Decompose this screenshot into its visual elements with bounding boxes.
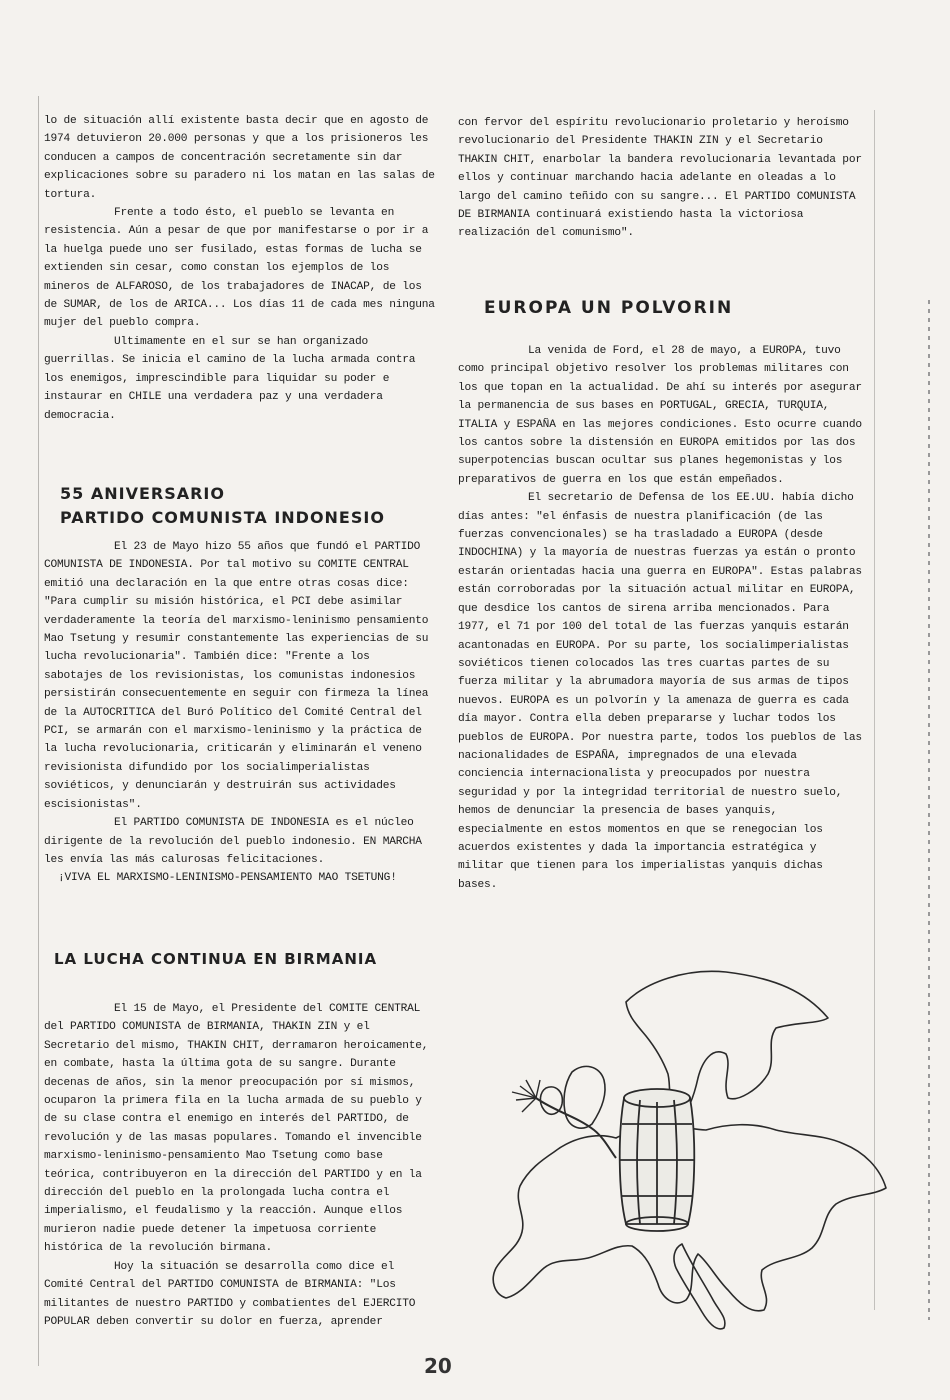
british-isles-outline: [564, 1066, 605, 1128]
chile-paragraph-1: lo de situación allí existente basta decir que en agosto de 1974 detuvieron 20.000 personas y que a los prisioneros les conducen a campos de concentración secretamente sin dar explicaciones sobre su paradero ni los matan en las salas de tortura.: [44, 115, 435, 201]
europa-paragraph-1: La venida de Ford, el 28 de mayo, a EUROPA, tuvo como principal objetivo resolver los problemas militares con los que topan en la actualidad. De ahí su interés por asegurar la permanencia de sus bases en PORTUGAL, GRECIA, TURQUIA, ITALIA y ESPAÑA en las mejores condiciones. Esto ocurre cuando los cantos sobre la distensión en EUROPA emitidos por las dos superpotencias buscan ocultar sus planes hegemonistas y los preparativos de guerra en los que están empeñados.: [458, 345, 862, 486]
europe-powder-keg-illustration: [476, 962, 896, 1342]
aniversario-heading: [60, 482, 385, 530]
indonesia-paragraph-1: El 23 de Mayo hizo 55 años que fundó el PARTIDO COMUNISTA DE INDONESIA. Por tal motivo su COMITE CENTRAL emitió una declaración en la que entre otras cosas dice: "Para cumplir su misión histórica, el PCI debe asimilar verdaderamente la teoría del marxismo-leninismo pensamiento Mao Tsetung y resumir constantemente las experiencias de su lucha revolucionaria". También dice: "Frente a los sabotajes de los revisionistas, los comunistas indonesios persistirán consecuentemente en seguir con firmeza la línea de la AUTOCRITICA del Buró Político del Comité Central del PCI, se armarán con el marxismo-leninismo y la práctica de la lucha revolucionaria, criticarán y eliminarán el veneno revisionista difundido por los socialimperialistas soviéticos, y denunciarán y destruirán sus actividades escisionistas".: [44, 541, 429, 811]
birmania-article: [44, 1000, 434, 1331]
aniversario-title-line-1: 55 ANIVERSARIO: [60, 484, 225, 503]
indonesia-slogan: ¡VIVA EL MARXISMO-LENINISMO-PENSAMIENTO MAO TSETUNG!: [58, 872, 397, 885]
birmania-continuation-paragraph: con fervor del espíritu revolucionario proletario y heroísmo revolucionario del Presidente THAKIN ZIN y el Secretario THAKIN CHIT, enarbolar la bandera revolucionaria levantada por ellos y continuar marchando hacia adelante en oleadas a lo largo del camino teñido con su sangre... El PARTIDO COMUNISTA DE BIRMANIA continuará existiendo hasta la victoriosa realización del comunismo".: [458, 117, 862, 240]
left-column-top: [44, 112, 436, 425]
europa-paragraph-2: El secretario de Defensa de los EE.UU. había dicho días antes: "el énfasis de nuestra planificación (de las fuerzas convencionales) se ha trasladado a EUROPA (desde INDOCHINA) y la mayoría de nuestras fuerzas ya están o pronto estarán orientadas hacia una guerra en EUROPA". Estas palabras están corroboradas por la situación actual militar en EUROPA, que desdice los cantos de sirena arriba mencionados. Para 1977, el 71 por 100 del total de las fuerzas yanquis estarán acantonadas en EUROPA. Por su parte, los socialimperialistas soviéticos tienen colocados las tres cuartas partes de su fuerza militar y la abrumadora mayoría de sus armas de tipos nuevos. EUROPA es un polvorín y la amenaza de guerra es cada día mayor. Contra ella deben prepararse y luchar todos los pueblos de EUROPA. Por nuestra parte, todos los pueblos de las nacionalidades de ESPAÑA, impregnados de una elevada conciencia internacionalista y preocupados por nuestra seguridad y por la integridad territorial de nuestro suelo, hemos de denunciar la presencia de bases yanquis, especialmente en estos momentos en que se renegocian los acuerdos existentes y dada la importancia estratégica y militar que tienen para los imperialistas yanquis dichas bases.: [458, 492, 862, 891]
europa-heading: EUROPA UN POLVORIN: [484, 298, 734, 318]
italy-outline: [674, 1244, 725, 1329]
birmania-paragraph-1: El 15 de Mayo, el Presidente del COMITE CENTRAL del PARTIDO COMUNISTA de BIRMANIA, THAKIN ZIN y el Secretario del mismo, THAKIN CHIT, derramaron heroicamente, en combate, hasta la última gota de su sangre. Durante decenas de años, sin la menor preocupación por sí mismos, ocuparon la primera fila en la lucha armada de su pueblo y de su clase contra el enemigo en interés del PARTIDO, de revolución y de las masas populares. Tomando el invencible marxismo-leninismo-pensamiento Mao Tsetung como base teórica, contribuyeron en la dirección del PARTIDO y en la dirección del pueblo en la prolongada lucha contra el imperialismo, el feudalismo y la reacción. Aunque ellos murieron nadie puede detener la impetuosa corriente histórica de la revolución birmana.: [44, 1003, 429, 1255]
left-margin-rule: [38, 96, 39, 1366]
page-number: 20: [424, 1354, 452, 1378]
birmania-heading: LA LUCHA CONTINUA EN BIRMANIA: [54, 950, 378, 968]
chile-paragraph-3: Ultimamente en el sur se han organizado guerrillas. Se inicia el camino de la lucha armada contra los enemigos, imprescindible para liquidar su poder e instaurar en CHILE una verdadera paz y una verdadera democracia.: [44, 335, 416, 422]
birmania-paragraph-2: Hoy la situación se desarrolla como dice el Comité Central del PARTIDO COMUNISTA de BIRMANIA: "Los militantes de nuestro PARTIDO y combatientes del EJERCITO POPULAR deben convertir su dolor en fuerza, aprender: [44, 1260, 416, 1328]
powder-keg-icon: [620, 1089, 695, 1231]
europe-map-svg: [476, 962, 896, 1342]
indonesia-article: [44, 538, 434, 888]
birmania-continuation: [458, 114, 868, 243]
perforation-edge: [928, 300, 930, 1320]
indonesia-paragraph-2: El PARTIDO COMUNISTA DE INDONESIA es el núcleo dirigente de la revolución del pueblo indonesio. EN MARCHA les envía las más calurosas felicitaciones.: [44, 817, 422, 866]
aniversario-title-line-2: PARTIDO COMUNISTA INDONESIO: [60, 508, 385, 527]
europa-article: [458, 342, 868, 894]
chile-paragraph-2: Frente a todo ésto, el pueblo se levanta en resistencia. Aún a pesar de que por manifestarse o por ir a la huelga puede uno ser fusilado, estas formas de lucha se extienden sin cesar, como constan los ejemplos de los mineros de ALFAROSO, de los trabajadores de INACAP, de los de SUMAR, de los de ARICA... Los días 11 de cada mes ninguna mujer del pueblo compra.: [44, 207, 435, 330]
fuse-spark-icon: [512, 1080, 540, 1112]
